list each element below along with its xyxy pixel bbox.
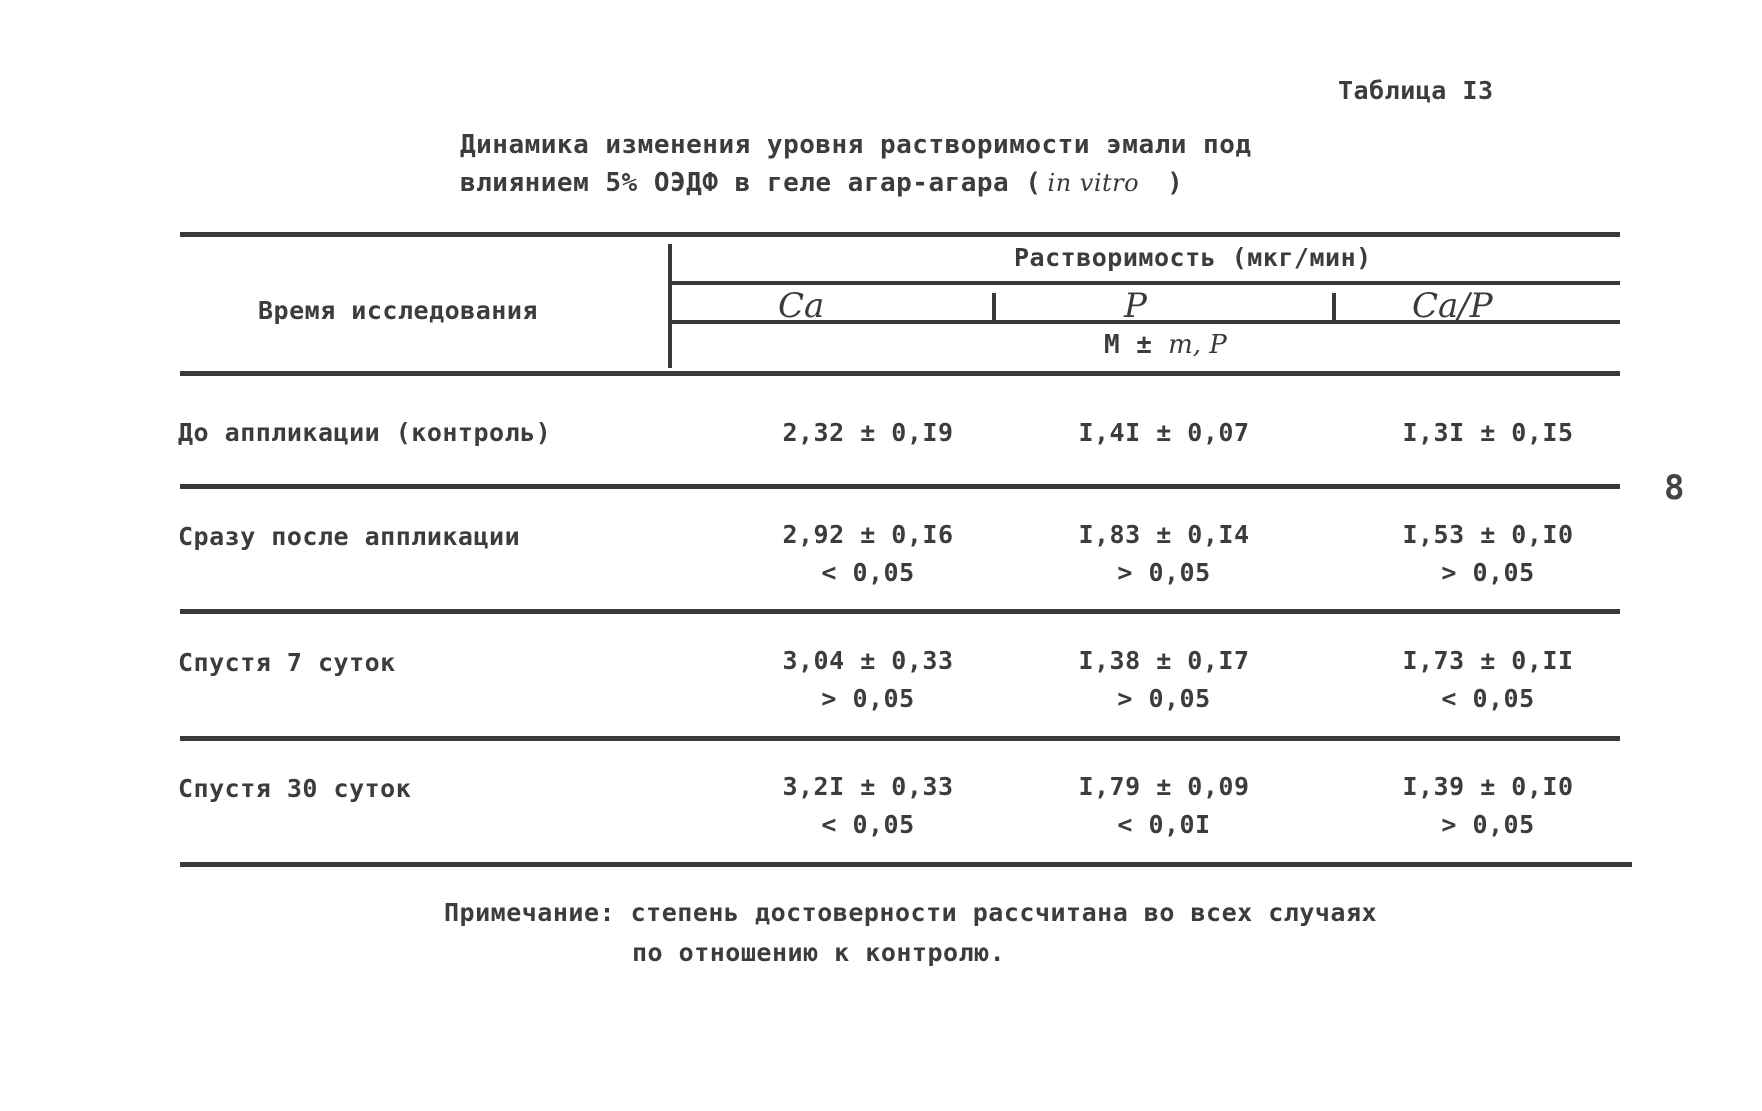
table-title bbox=[460, 126, 1252, 202]
value-cap: I,3I ± 0,I5 bbox=[1402, 418, 1574, 447]
cell-ca-immediately bbox=[738, 516, 998, 592]
p-value-cap: > 0,05 bbox=[1441, 558, 1535, 587]
row-label-immediately: Сразу после аппликации bbox=[178, 522, 521, 551]
row-rule-3 bbox=[180, 736, 1620, 741]
margin-mark: 8 bbox=[1664, 468, 1685, 508]
header-ca-p-ratio: Ca/P bbox=[1412, 286, 1493, 326]
title-close-paren: ) bbox=[1167, 168, 1184, 198]
table-title-line-2-text: влиянием 5% ОЭДФ в геле агар-агара ( bbox=[460, 168, 1042, 198]
value-ca: 2,92 ± 0,I6 bbox=[782, 520, 954, 549]
value-p: I,83 ± 0,I4 bbox=[1078, 520, 1250, 549]
value-ca: 3,04 ± 0,33 bbox=[782, 646, 954, 675]
value-p: I,79 ± 0,09 bbox=[1078, 772, 1250, 801]
note-line-2: по отношению к контролю. bbox=[632, 938, 1006, 967]
header-p: P bbox=[1124, 286, 1147, 326]
table-top-rule bbox=[180, 232, 1620, 237]
p-cap-divider bbox=[1332, 293, 1336, 321]
header-time-column: Время исследования bbox=[258, 296, 538, 325]
p-value-p: < 0,0I bbox=[1117, 810, 1211, 839]
p-value-p: > 0,05 bbox=[1117, 558, 1211, 587]
header-ca: Ca bbox=[778, 286, 825, 326]
value-cap: I,73 ± 0,II bbox=[1402, 646, 1574, 675]
cell-p-control bbox=[1034, 414, 1294, 452]
cell-p-immediately bbox=[1034, 516, 1294, 592]
header-bottom-rule bbox=[180, 371, 1620, 376]
cell-cap-7-days bbox=[1358, 642, 1618, 718]
p-value-ca: < 0,05 bbox=[821, 810, 915, 839]
p-value-cap: > 0,05 bbox=[1441, 810, 1535, 839]
cell-ca-30-days bbox=[738, 768, 998, 844]
value-cap: I,39 ± 0,I0 bbox=[1402, 772, 1574, 801]
table-title-line-1: Динамика изменения уровня растворимости эмали под bbox=[460, 130, 1252, 160]
table-title-line-2 bbox=[460, 164, 1252, 202]
header-statistic-mp: m, P bbox=[1168, 330, 1227, 360]
value-ca: 2,32 ± 0,I9 bbox=[782, 418, 954, 447]
ca-p-divider bbox=[992, 293, 996, 321]
handwritten-in-vitro: in vitro bbox=[1047, 169, 1140, 197]
value-p: I,38 ± 0,I7 bbox=[1078, 646, 1250, 675]
cell-cap-immediately bbox=[1358, 516, 1618, 592]
row-label-control: До аппликации (контроль) bbox=[178, 418, 552, 447]
p-value-cap: < 0,05 bbox=[1441, 684, 1535, 713]
row-rule-2 bbox=[180, 609, 1620, 614]
p-value-ca: > 0,05 bbox=[821, 684, 915, 713]
p-value-ca: < 0,05 bbox=[821, 558, 915, 587]
header-divider-vertical bbox=[668, 244, 672, 368]
cell-ca-control bbox=[738, 414, 998, 452]
value-cap: I,53 ± 0,I0 bbox=[1402, 520, 1574, 549]
solubility-under-rule bbox=[670, 281, 1620, 285]
cell-cap-control bbox=[1358, 414, 1618, 452]
header-solubility: Растворимость (мкг/мин) bbox=[1014, 243, 1372, 272]
table-bottom-rule bbox=[180, 862, 1632, 867]
row-label-7-days: Спустя 7 суток bbox=[178, 648, 396, 677]
header-statistic-m: М ± bbox=[1104, 330, 1153, 360]
value-p: I,4I ± 0,07 bbox=[1078, 418, 1250, 447]
cell-p-30-days bbox=[1034, 768, 1294, 844]
note-line-1: Примечание: степень достоверности рассчитана во всех случаях bbox=[444, 898, 1378, 927]
p-value-p: > 0,05 bbox=[1117, 684, 1211, 713]
cell-p-7-days bbox=[1034, 642, 1294, 718]
cell-ca-7-days bbox=[738, 642, 998, 718]
row-rule-1 bbox=[180, 484, 1620, 489]
table-number-label: Таблица IЗ bbox=[1338, 76, 1494, 105]
row-label-30-days: Спустя 30 суток bbox=[178, 774, 412, 803]
value-ca: 3,2I ± 0,33 bbox=[782, 772, 954, 801]
header-statistic bbox=[1104, 330, 1227, 360]
cell-cap-30-days bbox=[1358, 768, 1618, 844]
